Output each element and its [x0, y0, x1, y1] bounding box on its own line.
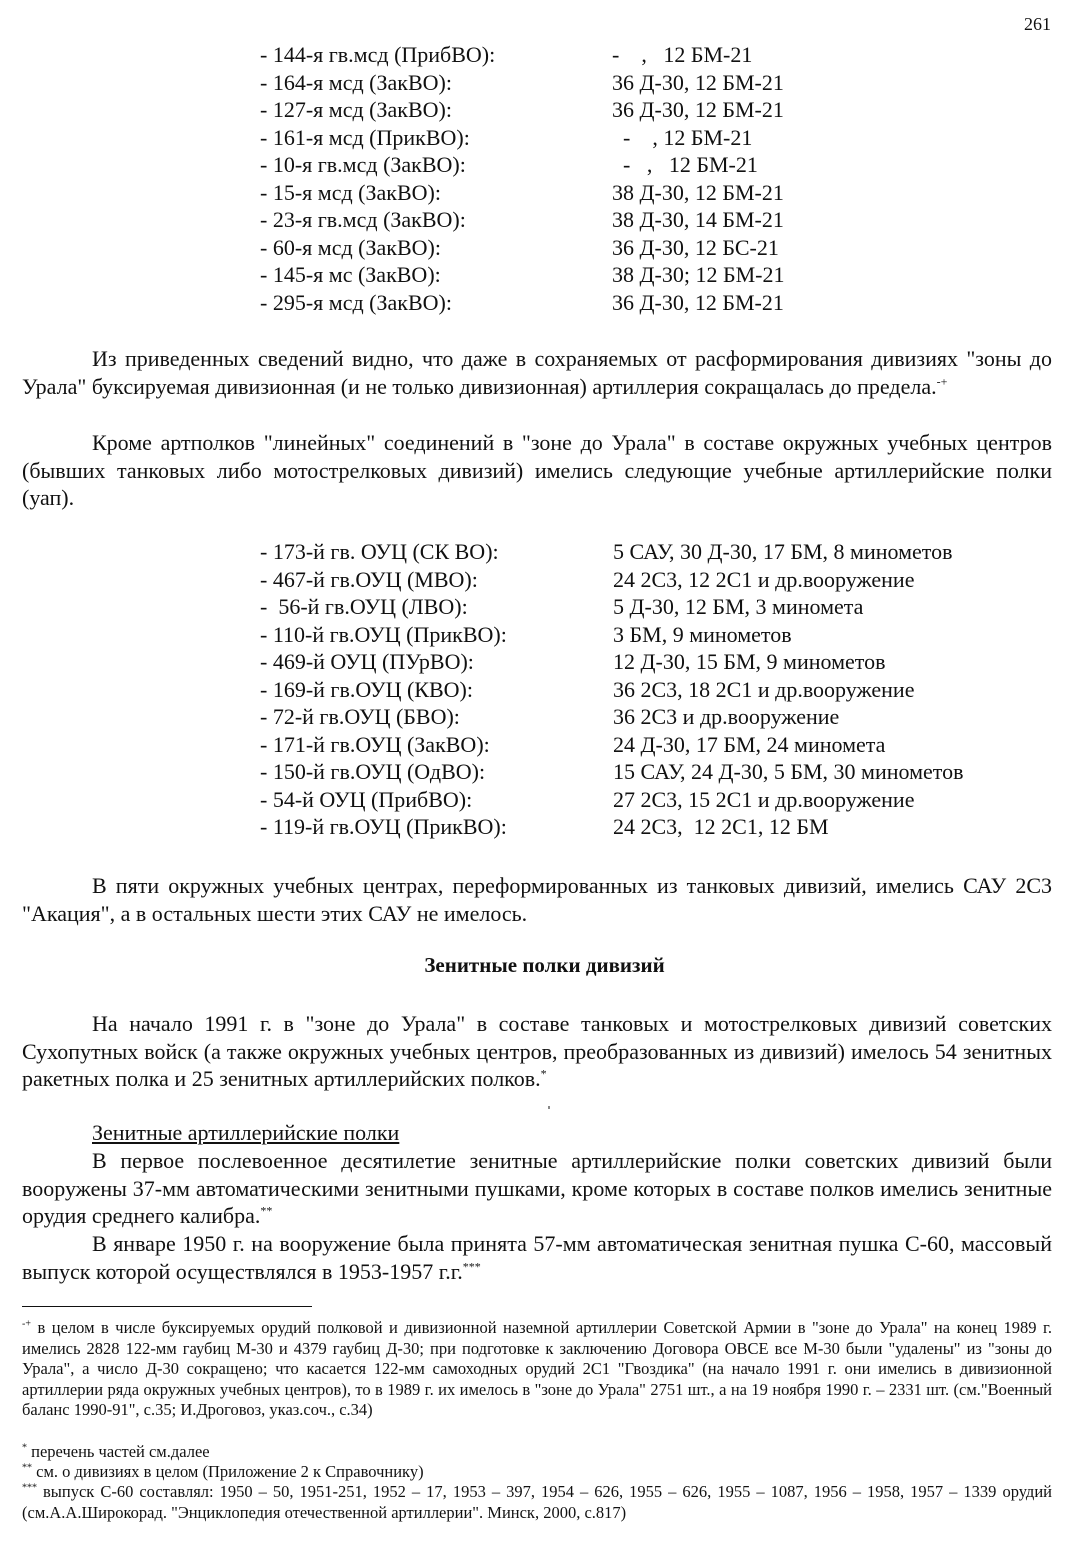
parent-unit: - 295-я мсд (ЗакВО):	[260, 289, 452, 315]
paragraph-3	[22, 872, 1052, 927]
paragraph-6	[22, 1230, 1052, 1285]
armament: 24 Д-30, 17 БМ, 24 миномета	[613, 731, 886, 757]
armament: 12 Д-30, 15 БМ, 9 минометов	[613, 649, 886, 674]
footnote-ref-3: **	[260, 1203, 273, 1218]
parent-unit: - 127-я мсд (ЗакВО):	[260, 97, 452, 122]
footnote-2-text: перечень частей см.далее	[27, 1442, 210, 1461]
paragraph-2-text: Кроме артполков "линейных" соединений в "зоне до Урала" в составе окружных учебных центров (бывших танковых либо мотострелковых дивизий) имелись следующие учебные артиллерийские полки (уап).	[22, 430, 1052, 510]
footnote-2-mark: *	[22, 1442, 27, 1454]
armament: 15 САУ, 24 Д-30, 5 БМ, 30 минометов	[613, 759, 964, 784]
armament: 27 2С3, 15 2С1 и др.вооружение	[613, 786, 915, 812]
armament: 38 Д-30; 12 БМ-21	[612, 262, 785, 287]
footnote-4	[22, 1482, 1052, 1523]
paragraph-5-text: В первое послевоенное десятилетие зенитные артиллерийские полки советских дивизий были вооружены 37-мм автоматическими зенитными пушками, кроме которых в составе полков имелись зенитные орудия среднего калибра.	[22, 1148, 1052, 1228]
parent-unit: - 467-й гв.ОУЦ (МВО):	[260, 566, 478, 592]
parent-unit: - 10-я гв.мсд (ЗакВО):	[260, 152, 466, 177]
parent-unit: - 173-й гв. ОУЦ (СК ВО):	[260, 539, 499, 564]
paragraph-6-text: В январе 1950 г. на вооружение была принята 57-мм автоматическая зенитная пушка С-60, массовый выпуск которой осуществлялся в 1953-1957 г.г.	[22, 1231, 1052, 1284]
parent-unit: - 469-й ОУЦ (ПУрВО):	[260, 649, 474, 674]
armament: - , 12 БМ-21	[612, 124, 753, 150]
armament: 24 2С3, 12 2С1 и др.вооружение	[613, 566, 915, 592]
footnote-3-mark: **	[22, 1462, 32, 1474]
footnote-separator	[22, 1306, 312, 1307]
footnote-4-text: выпуск С-60 составлял: 1950 – 50, 1951-251, 1952 – 17, 1953 – 397, 1954 – 626, 1955 – 626, 1955 – 1087, 1956 – 1958, 1957 – 1339 орудий (см.А.А.Широкорад. "Энциклопедия отечественной артиллерии". Минск, 2000, с.817)	[22, 1482, 1052, 1522]
paragraph-1	[22, 345, 1052, 400]
footnote-ref-2: *	[540, 1066, 547, 1081]
paragraph-2	[22, 429, 1052, 512]
parent-unit: - 56-й гв.ОУЦ (ЛВО):	[260, 594, 468, 619]
armament: 5 Д-30, 12 БМ, 3 миномета	[613, 594, 864, 619]
armament: 38 Д-30, 12 БМ-21	[612, 179, 784, 205]
footnote-2	[22, 1442, 1052, 1463]
parent-unit: - 110-й гв.ОУЦ (ПрикВО):	[260, 621, 507, 647]
armament: 38 Д-30, 14 БМ-21	[612, 207, 784, 232]
armament: 3 БМ, 9 минометов	[613, 621, 792, 647]
armament: - , 12 БМ-21	[612, 42, 753, 67]
parent-unit: - 15-я мсд (ЗакВО):	[260, 179, 441, 205]
parent-unit: - 54-й ОУЦ (ПрибВО):	[260, 786, 473, 812]
parent-unit: - 150-й гв.ОУЦ (ОдВО):	[260, 759, 486, 784]
footnote-ref-4: ***	[462, 1259, 481, 1274]
paragraph-4-text: На начало 1991 г. в "зоне до Урала" в составе танковых и мотострелковых дивизий советских Сухопутных войск (а также окружных учебных центров, преобразованных из дивизий) имелось 54 зенитных ракетных полка и 25 зенитных артиллерийских полков.	[22, 1011, 1052, 1091]
paragraph-5	[22, 1147, 1052, 1230]
page-number: 261	[1024, 14, 1051, 34]
armament: 36 Д-30, 12 БМ-21	[612, 69, 784, 95]
subsection-heading: Зенитные артиллерийские полки	[92, 1120, 400, 1145]
parent-unit: - 164-я мсд (ЗакВО):	[260, 69, 452, 95]
armament: 36 Д-30, 12 БМ-21	[612, 97, 784, 122]
paragraph-1-text: Из приведенных сведений видно, что даже в сохраняемых от расформирования дивизиях "зоны до Урала" буксируемая дивизионная (и не только дивизионная) артиллерия сокращалась до предела.	[22, 346, 1052, 399]
footnote-4-mark: ***	[22, 1482, 37, 1494]
parent-unit: - 145-я мс (ЗакВО):	[260, 262, 441, 287]
parent-unit: - 171-й гв.ОУЦ (ЗакВО):	[260, 731, 490, 757]
parent-unit: - 161-я мсд (ПрикВО):	[260, 124, 470, 150]
paragraph-3-text: В пяти окружных учебных центрах, переформированных из танковых дивизий, имелись САУ 2С3 "Акация", а в остальных шести этих САУ не имелось.	[22, 873, 1052, 926]
armament: 5 САУ, 30 Д-30, 17 БМ, 8 минометов	[613, 539, 953, 564]
armament: 24 2С3, 12 2С1, 12 БМ	[613, 814, 829, 839]
footnote-3-text: см. о дивизиях в целом (Приложение 2 к Справочнику)	[32, 1462, 424, 1481]
footnote-1-mark: -+	[22, 1318, 31, 1330]
parent-unit: - 169-й гв.ОУЦ (КВО):	[260, 676, 473, 702]
parent-unit: - 144-я гв.мсд (ПрибВО):	[260, 42, 496, 67]
parent-unit: - 119-й гв.ОУЦ (ПрикВО):	[260, 814, 507, 839]
paragraph-4	[22, 1010, 1052, 1093]
footnote-1-text: в целом в числе буксируемых орудий полковой и дивизионной наземной артиллерии Советской Армии в "зоне до Урала" на конец 1989 г. имелись 2828 122-мм гаубиц М-30 и 4379 гаубиц Д-30; при подготовке к заключению Договора ОВСЕ все М-30 были "удалены" из "зоны до Урала", а число Д-30 сокращено; что касается 122-мм самоходных орудий 2С1 "Гвоздика" (на начало 1991 г. они имелись в дивизионной артиллерии ряда окружных учебных центров), то в 1989 г. их имелось в "зоне до Урала" 2751 шт., а на 19 ноября 1990 г. – 2331 шт. (см."Военный баланс 1990-91", с.35; И.Дроговоз, указ.соч., с.34)	[22, 1318, 1052, 1419]
armament: 36 Д-30, 12 БС-21	[612, 234, 779, 260]
armament: 36 2С3 и др.вооружение	[613, 704, 840, 729]
footnote-ref-1: -+	[936, 374, 948, 389]
parent-unit: - 60-я мсд (ЗакВО):	[260, 234, 441, 260]
footnote-3	[22, 1462, 1052, 1483]
section-heading: Зенитные полки дивизий	[424, 953, 665, 977]
scan-speck	[548, 1106, 550, 1109]
parent-unit: - 23-я гв.мсд (ЗакВО):	[260, 207, 466, 232]
footnote-1	[22, 1318, 1052, 1421]
armament: 36 2С3, 18 2С1 и др.вооружение	[613, 676, 915, 702]
parent-unit: - 72-й гв.ОУЦ (БВО):	[260, 704, 460, 729]
armament: 36 Д-30, 12 БМ-21	[612, 289, 784, 315]
armament: - , 12 БМ-21	[612, 152, 758, 177]
